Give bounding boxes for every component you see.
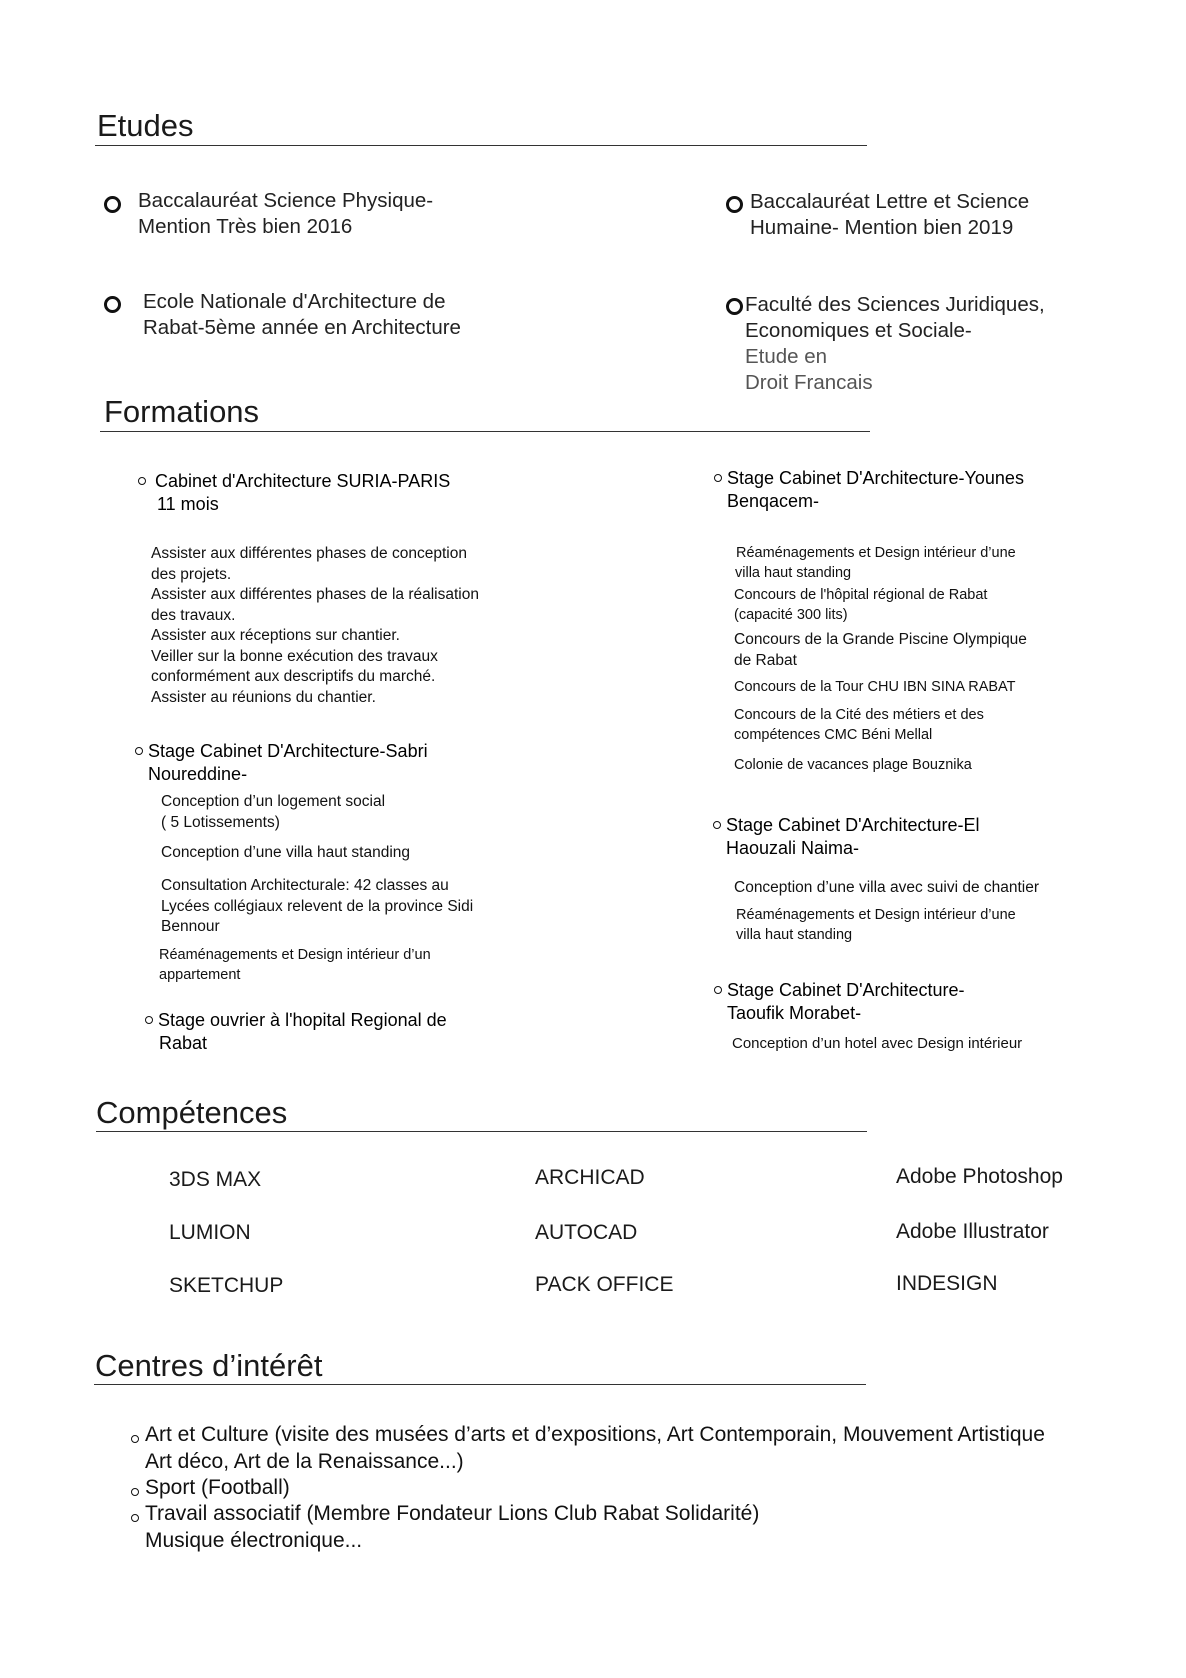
section-heading-interets: Centres d’intérêt [95,1348,323,1383]
bullet-circle-icon [131,1514,139,1522]
bullet-circle-icon [726,298,743,315]
skill-item: PACK OFFICE [535,1273,674,1296]
formation-details: Réaménagements et Design intérieur d’une villa haut standing [736,907,1016,943]
bullet-circle-icon [145,1016,153,1024]
formation-details: Réaménagements et Design intérieur d’un appartement [159,947,431,983]
etude-item: Baccalauréat Science Physique- Mention Très bien 2016 [138,189,434,238]
etude-item: Faculté des Sciences Juridiques, Economiques et Sociale- Etude en Droit Francais [745,293,1045,394]
bullet-circle-icon [131,1435,139,1443]
skill-item: AUTOCAD [535,1221,638,1244]
formation-details: Conception d’un logement social ( 5 Lotissements) [161,793,386,831]
skill-item: Adobe Illustrator [896,1220,1049,1243]
formation-title: Stage Cabinet D'Architecture-El Haouzali Naima- [726,815,980,858]
formation-details: Conception d’une villa haut standing [161,844,411,861]
formation-details: Assister aux différentes phases de conception des projets. Assister aux différentes phases de la réalisation des travaux. Assister aux réceptions sur chantier. Veiller sur la bonne exécution des travaux conformément aux descriptifs du marché. Assister au réunions du chantier. [151,545,479,706]
skill-item: 3DS MAX [169,1168,262,1191]
formation-title: Cabinet d'Architecture SURIA-PARIS 11 mois [155,471,451,514]
skill-item: Adobe Photoshop [896,1165,1063,1188]
formation-details: Conception d’une villa avec suivi de chantier [734,879,1040,896]
etude-item: Baccalauréat Lettre et Science Humaine- Mention bien 2019 [750,190,1030,239]
formation-details: Concours de la Tour CHU IBN SINA RABAT [734,679,1016,695]
skill-item: INDESIGN [896,1272,998,1295]
formation-title: Stage ouvrier à l'hopital Regional de Rabat [158,1010,447,1053]
formation-title: Stage Cabinet D'Architecture-Younes Benqacem- [727,468,1024,511]
section-divider [96,1131,867,1132]
skill-item: ARCHICAD [535,1166,645,1189]
formation-title: Stage Cabinet D'Architecture-Sabri Noureddine- [148,741,428,784]
section-divider [100,431,870,432]
interest-item: Art et Culture (visite des musées d’arts et d’expositions, Art Contemporain, Mouvement Artistique Art déco, Art de la Renaissance...) [145,1423,1045,1473]
bullet-circle-icon [714,986,722,994]
formation-details: Consultation Architecturale: 42 classes au Lycées collégiaux relevent de la province Sidi Bennour [161,877,474,935]
section-divider [95,145,867,146]
formation-details: Colonie de vacances plage Bouznika [734,757,972,773]
formation-details: Réaménagements et Design intérieur d’une villa haut standing [735,545,1016,581]
bullet-circle-icon [104,296,121,313]
bullet-circle-icon [131,1488,139,1496]
formation-details: Conception d’un hotel avec Design intérieur [732,1035,1023,1052]
bullet-circle-icon [104,196,121,213]
skill-item: LUMION [169,1221,251,1244]
skill-item: SKETCHUP [169,1274,284,1297]
bullet-circle-icon [713,821,721,829]
section-heading-etudes: Etudes [97,108,194,143]
section-heading-competences: Compétences [96,1095,288,1130]
interest-item: Travail associatif (Membre Fondateur Lions Club Rabat Solidarité) Musique électronique... [145,1502,760,1552]
section-heading-formations: Formations [104,394,260,429]
bullet-circle-icon [726,196,743,213]
section-divider [94,1384,866,1385]
formation-details: Concours de la Grande Piscine Olympique de Rabat [734,631,1027,669]
formation-details: Concours de l'hôpital régional de Rabat (capacité 300 lits) [734,587,988,623]
formation-title: Stage Cabinet D'Architecture- Taoufik Morabet- [727,980,965,1023]
interest-item: Sport (Football) [145,1476,290,1499]
bullet-circle-icon [714,474,722,482]
bullet-circle-icon [138,477,146,485]
bullet-circle-icon [135,747,143,755]
formation-details: Concours de la Cité des métiers et des compétences CMC Béni Mellal [734,707,984,743]
etude-item: Ecole Nationale d'Architecture de Rabat-5ème année en Architecture [143,290,461,339]
